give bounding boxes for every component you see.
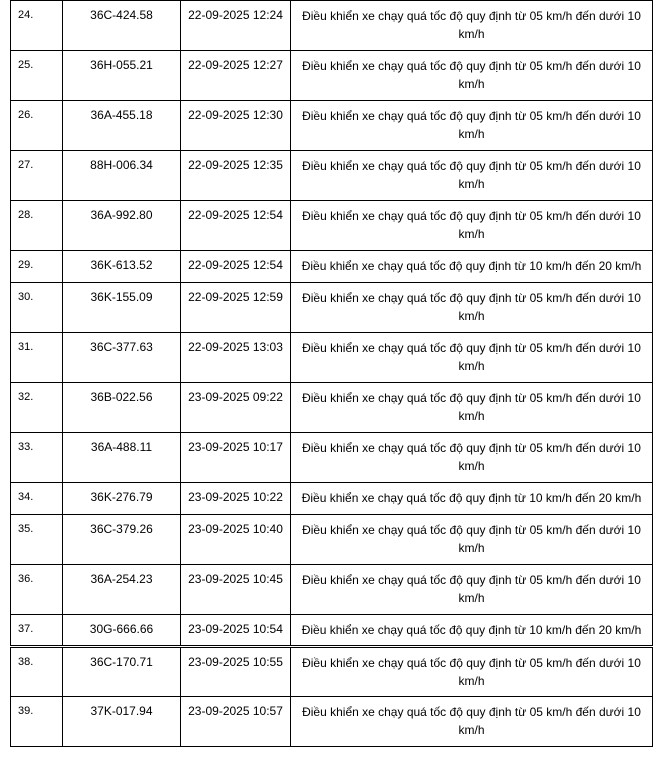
violation-description: Điều khiển xe chạy quá tốc độ quy định từ 05 km/h đến dưới 10 km/h [291,383,653,433]
violation-time: 22-09-2025 12:35 [181,151,291,201]
row-number: 37. [11,615,63,647]
violation-description: Điều khiển xe chạy quá tốc độ quy định từ 05 km/h đến dưới 10 km/h [291,433,653,483]
row-number: 39. [11,697,63,747]
row-number: 27. [11,151,63,201]
violation-time: 22-09-2025 12:30 [181,101,291,151]
table-row [11,565,653,615]
row-number: 24. [11,1,63,51]
violation-time: 23-09-2025 10:45 [181,565,291,615]
table-row [11,283,653,333]
violation-description: Điều khiển xe chạy quá tốc độ quy định từ 05 km/h đến dưới 10 km/h [291,333,653,383]
row-number: 30. [11,283,63,333]
license-plate: 36C-379.26 [63,515,181,565]
row-number: 31. [11,333,63,383]
row-number: 36. [11,565,63,615]
license-plate: 36C-424.58 [63,1,181,51]
violation-description: Điều khiển xe chạy quá tốc độ quy định từ 05 km/h đến dưới 10 km/h [291,51,653,101]
table-row [11,51,653,101]
violation-description: Điều khiển xe chạy quá tốc độ quy định từ 10 km/h đến 20 km/h [291,251,653,283]
license-plate: 36C-170.71 [63,647,181,697]
violation-description: Điều khiển xe chạy quá tốc độ quy định từ 05 km/h đến dưới 10 km/h [291,565,653,615]
table-row [11,201,653,251]
table-row [11,251,653,283]
violations-table [10,0,653,747]
table-row [11,333,653,383]
license-plate: 36C-377.63 [63,333,181,383]
license-plate: 37K-017.94 [63,697,181,747]
row-number: 25. [11,51,63,101]
table-row [11,383,653,433]
table-row [11,151,653,201]
table-row [11,515,653,565]
violation-time: 23-09-2025 09:22 [181,383,291,433]
license-plate: 36H-055.21 [63,51,181,101]
violation-description: Điều khiển xe chạy quá tốc độ quy định từ 05 km/h đến dưới 10 km/h [291,515,653,565]
violation-description: Điều khiển xe chạy quá tốc độ quy định từ 05 km/h đến dưới 10 km/h [291,201,653,251]
license-plate: 88H-006.34 [63,151,181,201]
violation-description: Điều khiển xe chạy quá tốc độ quy định từ 10 km/h đến 20 km/h [291,483,653,515]
violation-description: Điều khiển xe chạy quá tốc độ quy định từ 05 km/h đến dưới 10 km/h [291,697,653,747]
table-row [11,101,653,151]
license-plate: 36A-455.18 [63,101,181,151]
violation-time: 23-09-2025 10:40 [181,515,291,565]
table-row [11,483,653,515]
violation-time: 22-09-2025 12:27 [181,51,291,101]
license-plate: 36A-254.23 [63,565,181,615]
violation-description: Điều khiển xe chạy quá tốc độ quy định từ 05 km/h đến dưới 10 km/h [291,151,653,201]
license-plate: 36K-613.52 [63,251,181,283]
table-row [11,1,653,51]
row-number: 29. [11,251,63,283]
license-plate: 36K-276.79 [63,483,181,515]
violation-description: Điều khiển xe chạy quá tốc độ quy định từ 05 km/h đến dưới 10 km/h [291,647,653,697]
violation-time: 23-09-2025 10:17 [181,433,291,483]
license-plate: 36A-992.80 [63,201,181,251]
table-row [11,697,653,747]
violations-table-container [10,0,652,747]
row-number: 28. [11,201,63,251]
row-number: 26. [11,101,63,151]
license-plate: 36K-155.09 [63,283,181,333]
violation-description: Điều khiển xe chạy quá tốc độ quy định từ 10 km/h đến 20 km/h [291,615,653,647]
table-row [11,615,653,647]
row-number: 32. [11,383,63,433]
violation-time: 22-09-2025 12:59 [181,283,291,333]
violation-description: Điều khiển xe chạy quá tốc độ quy định từ 05 km/h đến dưới 10 km/h [291,283,653,333]
violation-time: 23-09-2025 10:22 [181,483,291,515]
violation-time: 22-09-2025 13:03 [181,333,291,383]
table-row [11,433,653,483]
table-row [11,647,653,697]
violation-time: 23-09-2025 10:57 [181,697,291,747]
violation-time: 22-09-2025 12:24 [181,1,291,51]
violation-time: 23-09-2025 10:54 [181,615,291,647]
license-plate: 30G-666.66 [63,615,181,647]
row-number: 34. [11,483,63,515]
violation-time: 22-09-2025 12:54 [181,251,291,283]
row-number: 38. [11,647,63,697]
violation-description: Điều khiển xe chạy quá tốc độ quy định từ 05 km/h đến dưới 10 km/h [291,101,653,151]
row-number: 33. [11,433,63,483]
license-plate: 36B-022.56 [63,383,181,433]
violation-description: Điều khiển xe chạy quá tốc độ quy định từ 05 km/h đến dưới 10 km/h [291,1,653,51]
row-number: 35. [11,515,63,565]
violation-time: 22-09-2025 12:54 [181,201,291,251]
license-plate: 36A-488.11 [63,433,181,483]
violation-time: 23-09-2025 10:55 [181,647,291,697]
